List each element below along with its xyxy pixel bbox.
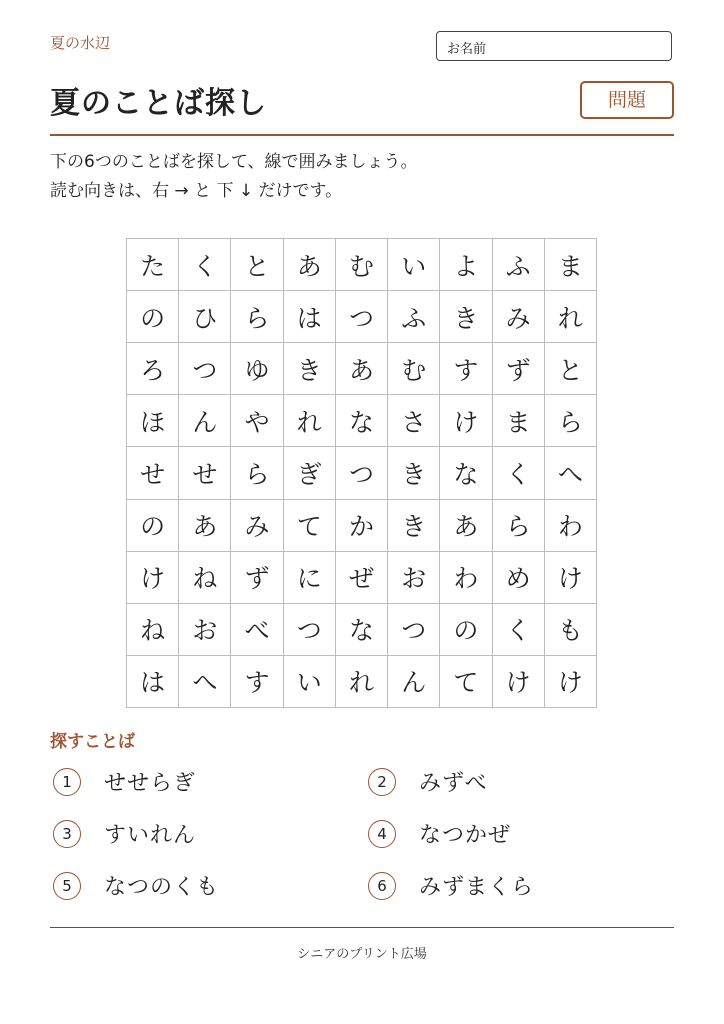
grid-cell[interactable]: み [493,291,545,343]
grid-cell[interactable]: い [388,239,440,291]
grid-cell[interactable]: ら [231,447,283,499]
instruction-line-1: 下の6つのことばを探して、線で囲みましょう。 [50,152,418,172]
grid-cell[interactable]: さ [388,395,440,447]
word-text: なつかぜ [419,823,512,848]
grid-cell[interactable]: む [388,343,440,395]
grid-cell[interactable]: せ [127,447,179,499]
grid-cell[interactable]: い [284,656,336,708]
grid-cell[interactable]: ら [231,291,283,343]
grid-cell[interactable]: き [388,447,440,499]
grid-cell[interactable]: や [231,395,283,447]
grid-cell[interactable]: く [179,239,231,291]
word-text: なつのくも [104,875,220,900]
word-text: みずまくら [419,875,535,900]
grid-cell[interactable]: す [440,343,492,395]
name-field[interactable] [436,31,672,61]
grid-cell[interactable]: ら [545,395,597,447]
word-text: せせらぎ [104,771,197,796]
grid-cell[interactable]: な [440,447,492,499]
grid-cell[interactable]: ぜ [336,552,388,604]
name-field-label: お名前 [447,42,487,57]
grid-cell[interactable]: け [127,552,179,604]
grid-cell[interactable]: み [231,500,283,552]
grid-cell[interactable]: つ [284,604,336,656]
word-search-grid [126,238,597,708]
grid-cell[interactable]: の [127,291,179,343]
grid-cell[interactable]: わ [545,500,597,552]
grid-cell[interactable]: ぎ [284,447,336,499]
grid-cell[interactable]: あ [284,239,336,291]
grid-cell[interactable]: も [545,604,597,656]
grid-cell[interactable]: あ [440,500,492,552]
grid-cell[interactable]: た [127,239,179,291]
grid-cell[interactable]: ろ [127,343,179,395]
grid-cell[interactable]: へ [545,447,597,499]
grid-cell[interactable]: ま [545,239,597,291]
grid-cell[interactable]: あ [179,500,231,552]
word-number: 6 [368,872,396,900]
grid-cell[interactable]: き [440,291,492,343]
grid-cell[interactable]: ま [493,395,545,447]
grid-cell[interactable]: ず [493,343,545,395]
grid-cell[interactable]: つ [388,604,440,656]
grid-cell[interactable]: は [127,656,179,708]
problem-badge: 問題 [580,81,674,119]
grid-cell[interactable]: の [440,604,492,656]
footer-credit: シニアのプリント広場 [297,947,427,962]
grid-cell[interactable]: よ [440,239,492,291]
word-item-5 [53,870,219,901]
word-text: みずべ [419,771,488,796]
word-number: 4 [368,820,396,848]
word-item-4 [368,818,511,849]
grid-cell[interactable]: お [388,552,440,604]
grid-cell[interactable]: む [336,239,388,291]
grid-cell[interactable]: れ [545,291,597,343]
grid-cell[interactable]: ふ [388,291,440,343]
grid-cell[interactable]: ん [388,656,440,708]
footer-divider [50,927,674,928]
grid-cell[interactable]: き [388,500,440,552]
grid-cell[interactable]: な [336,604,388,656]
word-number: 3 [53,820,81,848]
grid-cell[interactable]: く [493,604,545,656]
word-list-title: 探すことば [50,732,135,752]
grid-cell[interactable]: お [179,604,231,656]
word-number: 2 [368,768,396,796]
grid-cell[interactable]: つ [179,343,231,395]
grid-cell[interactable]: き [284,343,336,395]
word-item-2 [368,766,488,797]
instructions [50,148,417,206]
grid-cell[interactable]: と [545,343,597,395]
grid-cell[interactable]: な [336,395,388,447]
grid-cell[interactable]: に [284,552,336,604]
grid-cell[interactable]: す [231,656,283,708]
grid-cell[interactable]: ほ [127,395,179,447]
grid-cell[interactable]: つ [336,447,388,499]
grid-cell[interactable]: け [545,656,597,708]
grid-cell[interactable]: へ [179,656,231,708]
grid-cell[interactable]: て [440,656,492,708]
grid-cell[interactable]: ね [179,552,231,604]
grid-cell[interactable]: ね [127,604,179,656]
grid-cell[interactable]: れ [336,656,388,708]
grid-cell[interactable]: あ [336,343,388,395]
word-number: 1 [53,768,81,796]
grid-cell[interactable]: ふ [493,239,545,291]
word-item-1 [53,766,196,797]
grid-cell[interactable]: て [284,500,336,552]
word-item-6 [368,870,534,901]
instruction-line-2: 読む向きは、右 → と 下 ↓ だけです。 [50,181,343,201]
word-text: すいれん [104,823,197,848]
grid-cell[interactable]: の [127,500,179,552]
grid-cell[interactable]: と [231,239,283,291]
grid-cell[interactable]: べ [231,604,283,656]
grid-cell[interactable]: れ [284,395,336,447]
grid-cell[interactable]: ひ [179,291,231,343]
title-divider [50,134,674,136]
grid-cell[interactable]: つ [336,291,388,343]
grid-cell[interactable]: け [545,552,597,604]
word-number: 5 [53,872,81,900]
grid-cell[interactable]: か [336,500,388,552]
grid-cell[interactable]: わ [440,552,492,604]
grid-cell[interactable]: は [284,291,336,343]
grid-cell[interactable]: せ [179,447,231,499]
grid-cell[interactable]: け [493,656,545,708]
grid-cell[interactable]: ず [231,552,283,604]
grid-cell[interactable]: ら [493,500,545,552]
grid-cell[interactable]: ゆ [231,343,283,395]
grid-cell[interactable]: け [440,395,492,447]
grid-cell[interactable]: く [493,447,545,499]
category-label: 夏の水辺 [50,34,111,52]
page-title: 夏のことば探し [50,86,267,121]
grid-cell[interactable]: め [493,552,545,604]
word-item-3 [53,818,196,849]
grid-cell[interactable]: ん [179,395,231,447]
